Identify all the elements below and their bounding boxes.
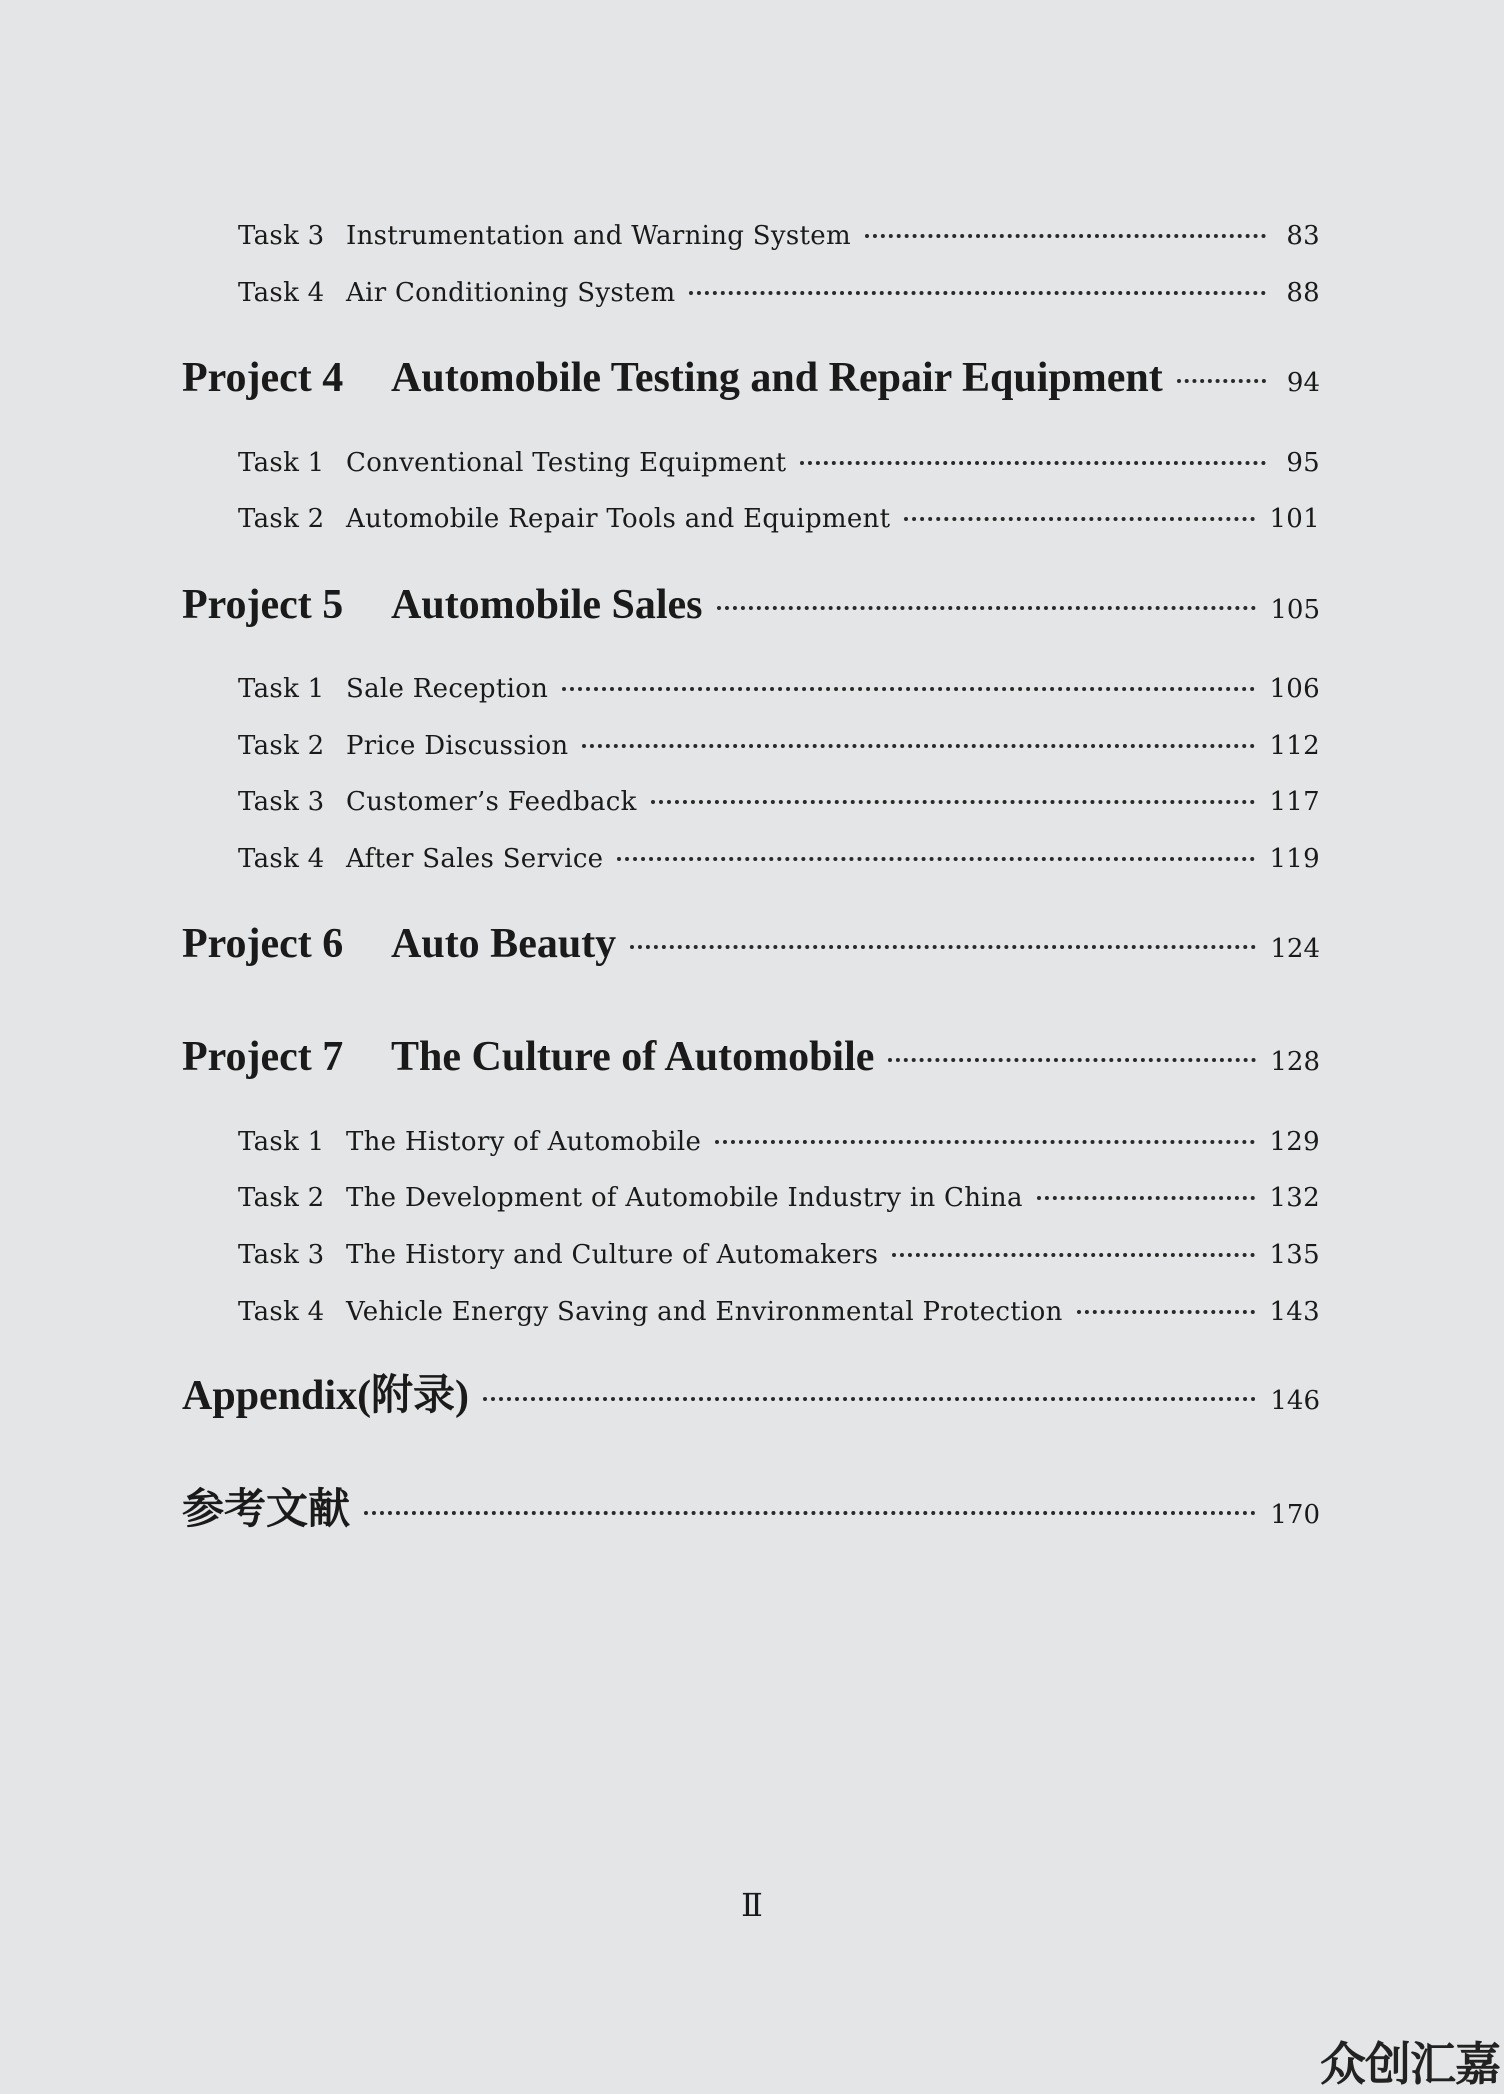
dot-leader <box>892 1253 1255 1257</box>
task-number: Task 4 <box>238 278 325 308</box>
task-title: Customer’s Feedback <box>346 787 637 817</box>
watermark-logo: 众创汇嘉 <box>1320 2037 1500 2091</box>
page-number: 128 <box>1270 1047 1320 1077</box>
toc-task-row[interactable] <box>238 669 1320 709</box>
page-number: 117 <box>1269 787 1320 817</box>
dot-leader <box>483 1397 1256 1401</box>
project-number: Project 6 <box>182 921 344 967</box>
project-title: Automobile Sales <box>391 582 703 628</box>
task-title: Sale Reception <box>346 674 549 704</box>
dot-leader <box>1177 379 1266 383</box>
page-number: 95 <box>1286 448 1320 478</box>
dot-leader <box>562 687 1255 691</box>
task-title: The Development of Automobile Industry in China <box>346 1183 1023 1213</box>
task-title: The History and Culture of Automakers <box>346 1240 879 1270</box>
dot-leader <box>800 461 1266 465</box>
toc-task-row[interactable] <box>238 726 1320 766</box>
task-number: Task 3 <box>238 1240 325 1270</box>
dot-leader <box>865 234 1266 238</box>
task-title: Instrumentation and Warning System <box>346 221 851 251</box>
dot-leader <box>630 945 1256 949</box>
dot-leader <box>364 1511 1256 1515</box>
task-title: After Sales Service <box>346 844 604 874</box>
toc-task-row[interactable] <box>238 499 1320 539</box>
page-number: 132 <box>1269 1183 1320 1213</box>
dot-leader <box>651 800 1256 804</box>
page-number: 129 <box>1269 1127 1320 1157</box>
page-number: 143 <box>1269 1297 1320 1327</box>
page-number: 119 <box>1269 844 1320 874</box>
toc-task-row[interactable] <box>238 216 1320 256</box>
dot-leader <box>888 1058 1256 1062</box>
toc-task-row[interactable] <box>238 1292 1320 1332</box>
task-number: Task 2 <box>238 731 325 761</box>
task-title: Conventional Testing Equipment <box>346 448 787 478</box>
dot-leader <box>1037 1196 1256 1200</box>
task-number: Task 1 <box>238 674 325 704</box>
project-title: Automobile Testing and Repair Equipment <box>391 355 1163 401</box>
toc-task-row[interactable] <box>238 1178 1320 1218</box>
page-number: 146 <box>1270 1386 1320 1416</box>
toc-references-row[interactable] <box>182 1480 1320 1540</box>
page-number: 106 <box>1269 674 1320 704</box>
project-title: The Culture of Automobile <box>391 1034 875 1080</box>
dot-leader <box>904 517 1255 521</box>
task-number: Task 2 <box>238 504 325 534</box>
task-title: Vehicle Energy Saving and Environmental Protection <box>346 1297 1063 1327</box>
task-number: Task 4 <box>238 844 325 874</box>
toc-task-row[interactable] <box>238 1122 1320 1162</box>
toc-task-row[interactable] <box>238 1235 1320 1275</box>
task-number: Task 1 <box>238 1127 325 1157</box>
toc-task-row[interactable] <box>238 273 1320 313</box>
project-title: Auto Beauty <box>391 921 617 967</box>
dot-leader <box>715 1140 1255 1144</box>
dot-leader <box>582 744 1255 748</box>
task-title: The History of Automobile <box>346 1127 702 1157</box>
page-number: 94 <box>1286 368 1320 398</box>
task-number: Task 3 <box>238 221 325 251</box>
footer-page-number: Ⅱ <box>741 1887 763 1923</box>
task-number: Task 3 <box>238 787 325 817</box>
project-number: Project 4 <box>182 355 344 401</box>
page-number: 83 <box>1286 221 1320 251</box>
task-number: Task 4 <box>238 1297 325 1327</box>
page-number: 101 <box>1269 504 1320 534</box>
page-number: 105 <box>1270 595 1320 625</box>
page-number: 135 <box>1269 1240 1320 1270</box>
toc-task-row[interactable] <box>238 839 1320 879</box>
toc-project-row[interactable] <box>182 914 1320 974</box>
project-number: Project 7 <box>182 1034 344 1080</box>
toc-project-row[interactable] <box>182 348 1320 408</box>
task-number: Task 2 <box>238 1183 325 1213</box>
references-title: 参考文献 <box>182 1487 351 1533</box>
toc-appendix-row[interactable] <box>182 1366 1320 1426</box>
page-number: 112 <box>1269 731 1320 761</box>
dot-leader <box>1077 1310 1256 1314</box>
dot-leader <box>717 606 1257 610</box>
toc-project-row[interactable] <box>182 575 1320 635</box>
project-number: Project 5 <box>182 582 344 628</box>
appendix-title: Appendix(附录) <box>182 1373 470 1419</box>
task-title: Air Conditioning System <box>346 278 676 308</box>
dot-leader <box>689 291 1266 295</box>
toc-project-row[interactable] <box>182 1027 1320 1087</box>
task-number: Task 1 <box>238 448 325 478</box>
page-number: 170 <box>1270 1500 1320 1530</box>
dot-leader <box>617 857 1255 861</box>
task-title: Price Discussion <box>346 731 569 761</box>
task-title: Automobile Repair Tools and Equipment <box>346 504 891 534</box>
toc-task-row[interactable] <box>238 782 1320 822</box>
page-number: 124 <box>1270 934 1320 964</box>
toc-task-row[interactable] <box>238 443 1320 483</box>
page-number: 88 <box>1286 278 1320 308</box>
